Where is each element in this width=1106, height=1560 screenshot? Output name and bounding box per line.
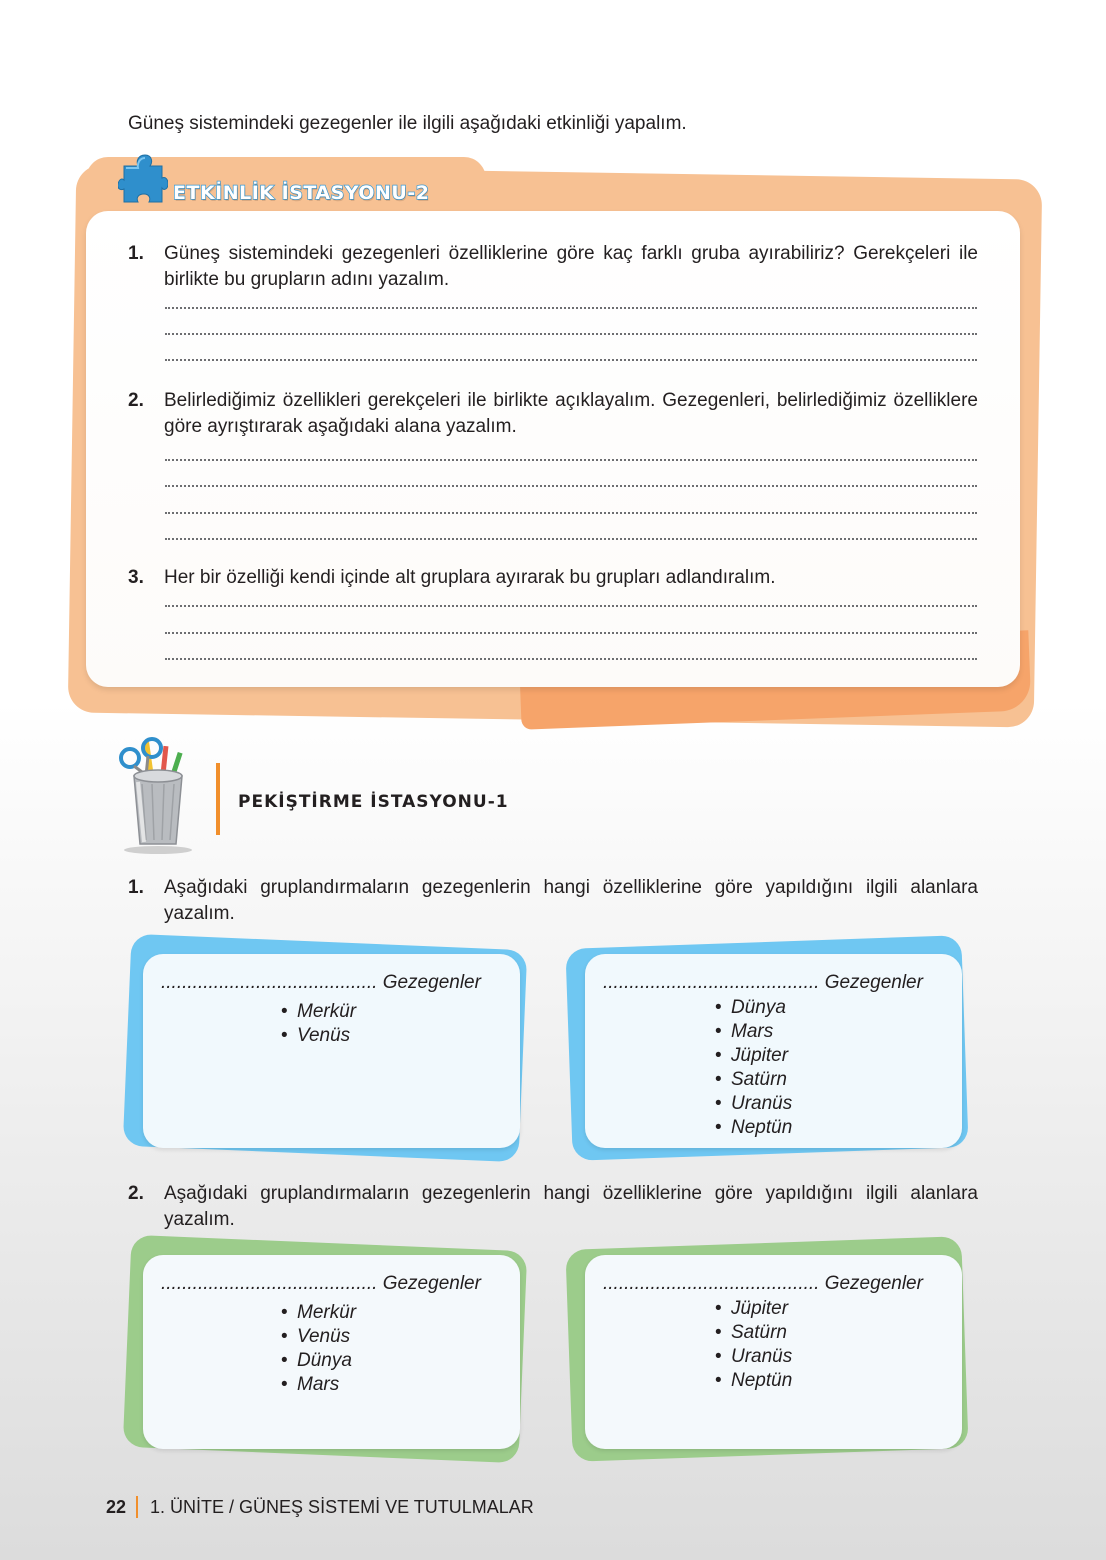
planet-list bbox=[281, 1301, 356, 1397]
card-body bbox=[585, 954, 962, 1148]
reinforcement-title: PEKİŞTİRME İSTASYONU-1 bbox=[238, 792, 509, 812]
planet-item: • Mars bbox=[715, 1020, 792, 1044]
page-footer bbox=[106, 1496, 534, 1518]
activity-title: ETKİNLİK İSTASYONU-2 bbox=[173, 182, 430, 204]
answer-line[interactable] bbox=[165, 512, 977, 514]
planet-item: • Jüpiter bbox=[715, 1044, 792, 1068]
group-card bbox=[143, 1255, 523, 1455]
group-name-field[interactable]: ......................................... Gezegenler bbox=[161, 972, 481, 993]
pencil-cup-icon bbox=[116, 736, 200, 856]
group-name-field[interactable]: ......................................... Gezegenler bbox=[603, 1273, 923, 1294]
group-name-field[interactable]: ......................................... Gezegenler bbox=[161, 1273, 481, 1294]
unit-title: 1. ÜNİTE / GÜNEŞ SİSTEMİ VE TUTULMALAR bbox=[150, 1496, 534, 1517]
answer-line[interactable] bbox=[165, 459, 977, 461]
question-text: Aşağıdaki gruplandırmaların gezegenlerin hangi özelliklerine göre yapıldığını ilgili alanlara yazalım. bbox=[164, 877, 978, 924]
group-card bbox=[143, 954, 523, 1154]
answer-line[interactable] bbox=[165, 605, 977, 607]
question-number: 2. bbox=[128, 1183, 144, 1204]
planet-list bbox=[715, 1297, 792, 1393]
planet-item: • Merkür bbox=[281, 1000, 356, 1024]
reinforcement-question-2 bbox=[128, 1181, 978, 1233]
group-card bbox=[585, 1255, 965, 1455]
answer-line[interactable] bbox=[165, 359, 977, 361]
planet-item: • Dünya bbox=[281, 1349, 356, 1373]
activity-question-3 bbox=[128, 565, 978, 591]
group-card bbox=[585, 954, 965, 1154]
card-body bbox=[143, 954, 520, 1148]
activity-question-2 bbox=[128, 388, 978, 440]
question-number: 3. bbox=[128, 567, 144, 588]
question-text: Güneş sistemindeki gezegenleri özelliklerine göre kaç farklı gruba ayırabiliriz? Gerekçeleri ile birlikte bu grupların adını yazalım. bbox=[164, 243, 978, 290]
planet-item: • Venüs bbox=[281, 1024, 356, 1048]
planet-item: • Neptün bbox=[715, 1369, 792, 1393]
planet-item: • Neptün bbox=[715, 1116, 792, 1140]
planet-list bbox=[715, 996, 792, 1140]
planet-item: • Mars bbox=[281, 1373, 356, 1397]
planet-item: • Uranüs bbox=[715, 1345, 792, 1369]
answer-line[interactable] bbox=[165, 658, 977, 660]
footer-divider bbox=[136, 1496, 138, 1518]
intro-text: Güneş sistemindeki gezegenler ile ilgili aşağıdaki etkinliği yapalım. bbox=[128, 113, 687, 134]
page-number: 22 bbox=[106, 1496, 127, 1517]
question-number: 1. bbox=[128, 243, 144, 264]
section-divider bbox=[216, 763, 220, 835]
reinforcement-question-1 bbox=[128, 875, 978, 927]
card-body bbox=[585, 1255, 962, 1449]
card-body bbox=[143, 1255, 520, 1449]
question-number: 2. bbox=[128, 390, 144, 411]
answer-line[interactable] bbox=[165, 632, 977, 634]
puzzle-icon bbox=[118, 152, 168, 206]
planet-item: • Uranüs bbox=[715, 1092, 792, 1116]
planet-list bbox=[281, 1000, 356, 1048]
planet-item: • Venüs bbox=[281, 1325, 356, 1349]
question-text: Aşağıdaki gruplandırmaların gezegenlerin hangi özelliklerine göre yapıldığını ilgili alanlara yazalım. bbox=[164, 1183, 978, 1230]
question-text: Belirlediğimiz özellikleri gerekçeleri ile birlikte açıklayalım. Gezegenleri, belirlediğimiz özelliklere göre ayrıştırarak aşağıdaki alana yazalım. bbox=[164, 390, 978, 437]
question-number: 1. bbox=[128, 877, 144, 898]
answer-line[interactable] bbox=[165, 538, 977, 540]
planet-item: • Jüpiter bbox=[715, 1297, 792, 1321]
answer-line[interactable] bbox=[165, 333, 977, 335]
planet-item: • Satürn bbox=[715, 1068, 792, 1092]
group-name-field[interactable]: ......................................... Gezegenler bbox=[603, 972, 923, 993]
planet-item: • Merkür bbox=[281, 1301, 356, 1325]
activity-question-1 bbox=[128, 241, 978, 293]
answer-line[interactable] bbox=[165, 485, 977, 487]
planet-item: • Satürn bbox=[715, 1321, 792, 1345]
planet-item: • Dünya bbox=[715, 996, 792, 1020]
question-text: Her bir özelliği kendi içinde alt gruplara ayırarak bu grupları adlandıralım. bbox=[164, 567, 776, 588]
answer-line[interactable] bbox=[165, 307, 977, 309]
